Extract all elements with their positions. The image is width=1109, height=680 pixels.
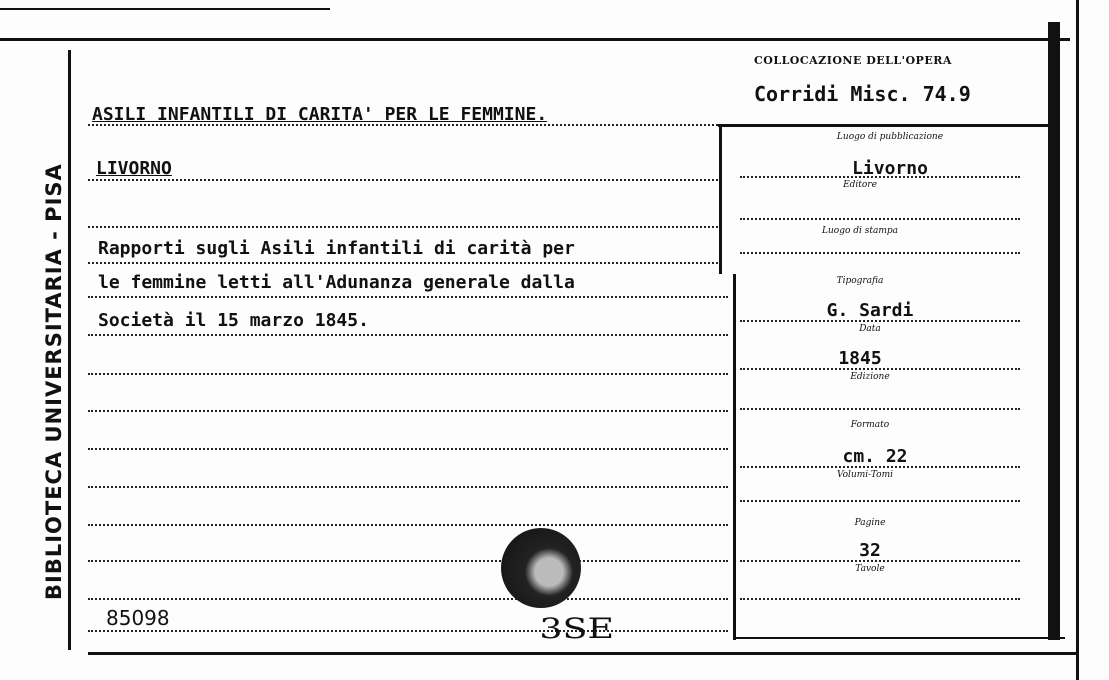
details-rule-7 [740,466,1020,468]
details-box-top [718,124,1048,127]
desc-rule-2 [88,296,728,298]
title-rule [88,124,718,126]
blank-rule-1 [88,226,718,228]
label-data: Data [859,324,881,334]
blank-rule-2 [88,334,728,336]
details-rule-8 [740,500,1020,502]
description-line-3: Società il 15 marzo 1845. [98,310,369,331]
right-border-bar [1048,22,1060,640]
record-place: LIVORNO [96,158,172,179]
label-volumi: Volumi-Tomi [836,470,894,480]
label-formato: Formato [850,420,890,430]
left-spine-line [68,50,71,650]
description-line-2: le femmine letti all'Adunanza generale dalla [98,272,575,293]
blank-rule-7 [88,524,728,526]
institution-label: BIBLIOTECA UNIVERSITARIA - PISA [42,163,66,600]
value-data: 1845 [838,348,882,369]
top-edge-line [0,8,330,10]
collocation-value: Corridi Misc. 74.9 [754,82,971,106]
right-edge-line [1076,0,1079,680]
label-luogo-stampa: Luogo di stampa [822,226,898,236]
details-rule-5 [740,368,1020,370]
desc-rule-1 [88,262,718,264]
blank-rule-9 [88,598,728,600]
value-tipografia: G. Sardi [826,300,914,321]
label-editore: Editore [843,180,877,190]
blank-rule-3 [88,373,728,375]
inventory-rule [88,630,728,632]
bottom-inner-line [735,637,1065,639]
details-rule-6 [740,408,1020,410]
details-rule-3 [740,252,1020,254]
blank-rule-6 [88,486,728,488]
value-formato: cm. 22 [842,446,908,467]
blank-rule-5 [88,448,728,450]
blank-rule-4 [88,410,728,412]
label-tavole: Tavole [855,564,885,574]
collocation-header: COLLOCAZIONE DELL'OPERA [754,54,952,67]
details-rule-9 [740,560,1020,562]
details-box-left-lower [733,274,736,640]
record-title: ASILI INFANTILI DI CARITA' PER LE FEMMINE. [92,104,548,125]
details-box-left [719,124,722,274]
handwritten-mark: 3SE [539,612,615,645]
label-tipografia: Tipografia [836,276,884,286]
inventory-number: 85098 [106,606,170,630]
details-rule-10 [740,598,1020,600]
bottom-border-line [88,652,1078,655]
label-edizione: Edizione [850,372,890,382]
top-border-line [0,38,1070,41]
blank-rule-8 [88,560,728,562]
place-rule [88,179,718,181]
details-rule-4 [740,320,1020,322]
label-pagine: Pagine [854,518,886,528]
value-luogo-pubblicazione: Livorno [852,158,928,179]
label-luogo-pubblicazione: Luogo di pubblicazione [836,132,944,142]
details-rule-2 [740,218,1020,220]
description-line-1: Rapporti sugli Asili infantili di carità per [98,238,575,259]
value-pagine: 32 [859,540,881,561]
details-rule-1 [740,176,1020,178]
library-stamp [501,528,581,608]
